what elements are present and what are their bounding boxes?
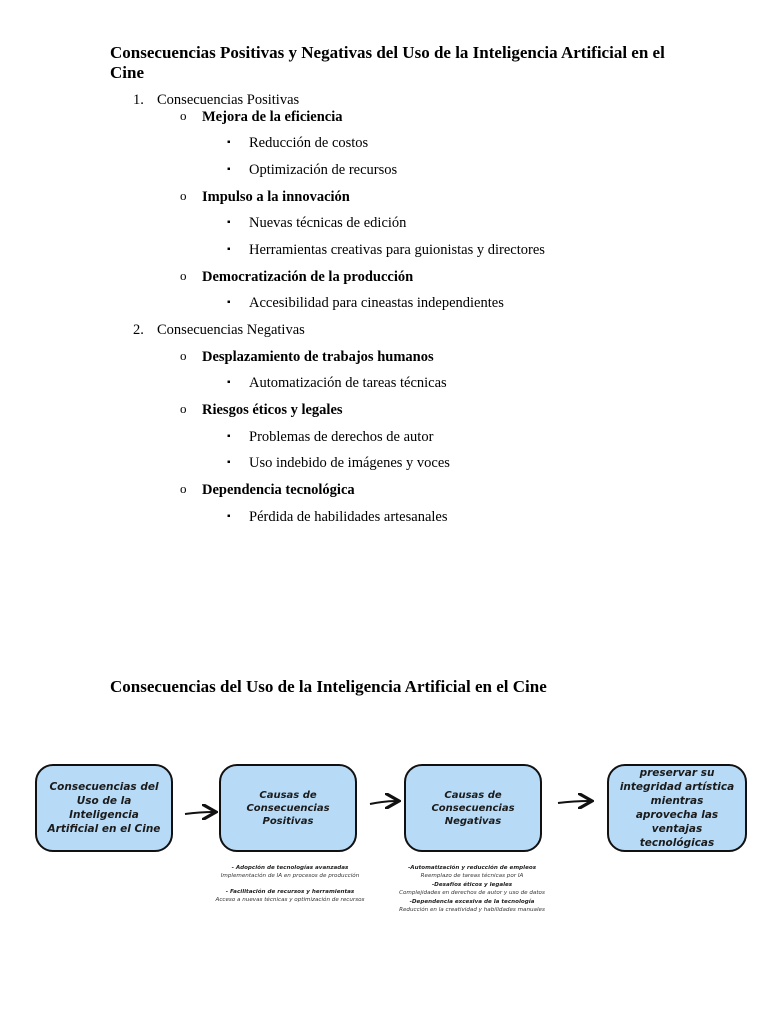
item-marker: ▪ (227, 244, 231, 255)
diagram-node-positive: Causas de Consecuencias Positivas (219, 764, 357, 852)
item-label: Automatización de tareas técnicas (249, 375, 447, 391)
item-marker: ▪ (227, 457, 231, 468)
list-item (227, 294, 504, 312)
group-label: Democratización de la producción (202, 269, 414, 285)
item-label: Reducción de costos (249, 135, 369, 151)
item-marker: ▪ (227, 137, 231, 148)
sub-marker: o (180, 108, 187, 123)
item-marker: ▪ (227, 431, 231, 442)
list-item (180, 348, 434, 366)
note-heading: - Facilitación de recursos y herramientas (225, 888, 355, 895)
document-title: Consecuencias Positivas y Negativas del Uso de la Inteligencia Artificial en el Cine (110, 43, 665, 82)
list-item (227, 214, 407, 232)
item-label: Problemas de derechos de autor (249, 429, 434, 445)
group-label: Dependencia tecnológica (202, 482, 355, 498)
diagram-node-conclusion: preservar su integridad artística mientras aprovecha las ventajas tecnológicas (607, 764, 747, 852)
item-marker: ▪ (227, 217, 231, 228)
list-item (227, 134, 369, 152)
negative-notes (372, 864, 572, 914)
item-marker: ▪ (227, 511, 231, 522)
note-heading: -Automatización y reducción de empleos (407, 865, 537, 871)
list-item (227, 161, 398, 179)
arrow-negative-to-conclusion (558, 801, 590, 803)
item-label: Accesibilidad para cineastas independientes (249, 295, 504, 311)
item-label: Pérdida de habilidades artesanales (249, 509, 448, 525)
group-label: Mejora de la eficiencia (202, 109, 343, 125)
group-label: Desplazamiento de trabajos humanos (202, 349, 434, 365)
list-item (180, 481, 355, 499)
positive-notes (190, 864, 390, 905)
section-positive (133, 91, 300, 109)
section-negative (133, 321, 305, 339)
section-label: Consecuencias Positivas (157, 92, 300, 108)
list-item (180, 268, 414, 286)
arrow-main-to-positive (185, 812, 214, 814)
item-marker: ▪ (227, 377, 231, 388)
section-number: 1. (133, 92, 144, 108)
list-item (227, 454, 450, 472)
note-heading: -Desafíos éticos y legales (431, 881, 513, 888)
diagram-node-main: Consecuencias del Uso de la Inteligencia Artificial en el Cine (35, 764, 173, 852)
note-heading: -Dependencia excesiva de la tecnología (409, 898, 535, 905)
item-marker: ▪ (227, 297, 231, 308)
list-item (180, 188, 350, 206)
list-item (227, 374, 447, 392)
sub-marker: o (180, 268, 187, 283)
sub-marker: o (180, 188, 187, 203)
group-label: Riesgos éticos y legales (202, 402, 343, 418)
section-number: 2. (133, 322, 144, 338)
note-detail: Reducción en la creatividad y habilidades manuales (399, 907, 545, 914)
item-label: Optimización de recursos (249, 162, 398, 178)
note-detail: Implementación de IA en procesos de producción (220, 873, 360, 880)
note-detail: Reemplazo de tareas técnicas por IA (420, 873, 524, 880)
diagram-title: Consecuencias del Uso de la Inteligencia Artificial en el Cine (110, 677, 547, 696)
arrow-positive-to-negative (370, 801, 397, 804)
sub-marker: o (180, 401, 187, 416)
item-label: Herramientas creativas para guionistas y directores (249, 242, 545, 258)
item-marker: ▪ (227, 164, 231, 175)
sub-marker: o (180, 481, 187, 496)
list-item (180, 108, 343, 126)
note-heading: - Adopción de tecnologías avanzadas (231, 865, 349, 871)
list-item (227, 428, 434, 446)
item-label: Uso indebido de imágenes y voces (249, 455, 450, 471)
item-label: Nuevas técnicas de edición (249, 215, 407, 231)
list-item (227, 508, 448, 526)
note-detail: Complejidades en derechos de autor y uso de datos (399, 890, 545, 897)
sub-marker: o (180, 348, 187, 363)
note-detail: Acceso a nuevas técnicas y optimización de recursos (215, 897, 365, 904)
diagram-node-negative: Causas de Consecuencias Negativas (404, 764, 542, 852)
list-item (180, 401, 343, 419)
list-item (227, 241, 545, 259)
group-label: Impulso a la innovación (202, 189, 350, 205)
section-label: Consecuencias Negativas (157, 322, 305, 338)
